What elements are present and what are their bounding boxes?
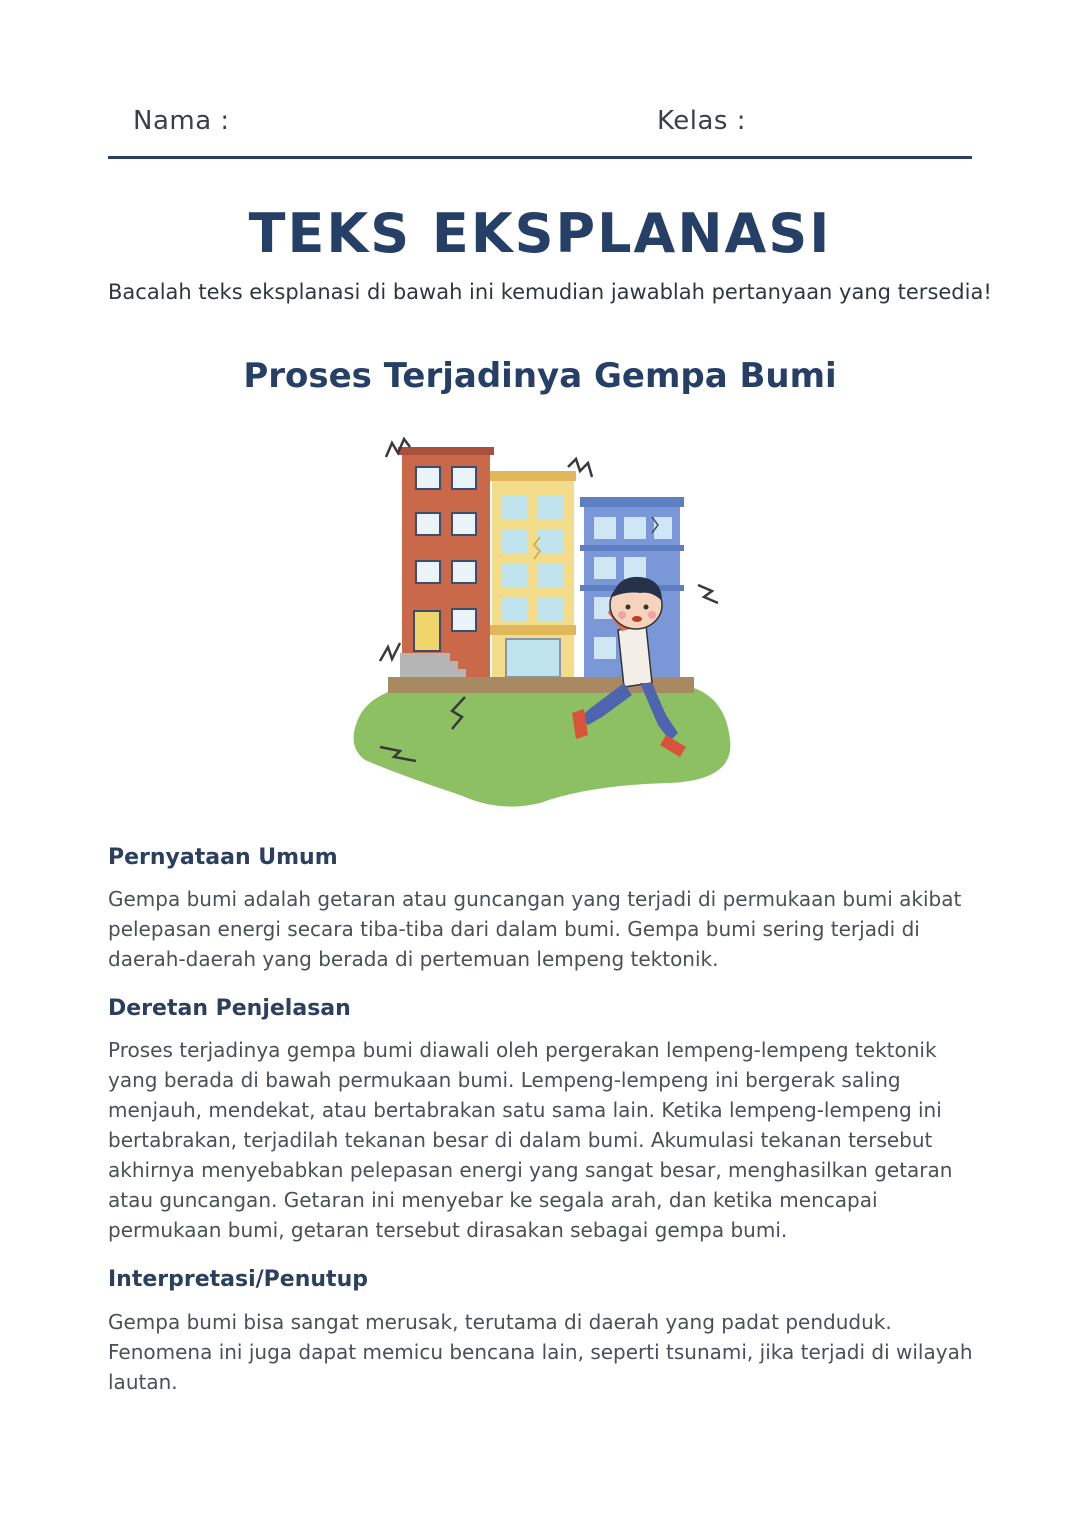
yellow-building [490, 471, 576, 677]
red-building [398, 447, 494, 677]
text-line: yang berada di bawah permukaan bumi. Lempeng-lempeng ini bergerak saling [108, 1068, 901, 1092]
text-line: daerah-daerah yang berada di pertemuan lempeng tektonik. [108, 947, 719, 971]
article-title: Proses Terjadinya Gempa Bumi [243, 356, 837, 396]
section-heading-pernyataan-umum: Pernyataan Umum [108, 845, 338, 870]
text-line: pelepasan energi secara tiba-tiba dari dalam bumi. Gempa bumi sering terjadi di [108, 917, 920, 941]
instruction-text: Bacalah teks eksplanasi di bawah ini kemudian jawablah pertanyaan yang tersedia! [108, 280, 992, 304]
student-info-row [133, 106, 833, 146]
text-line: Gempa bumi adalah getaran atau guncangan yang terjadi di permukaan bumi akibat [108, 887, 962, 911]
nama-label: Nama : [133, 106, 230, 136]
earthquake-illustration [340, 425, 740, 815]
text-line: atau guncangan. Getaran ini menyebar ke segala arah, dan ketika mencapai [108, 1188, 878, 1212]
section-heading-deretan-penjelasan: Deretan Penjelasan [108, 996, 351, 1021]
text-line: Fenomena ini juga dapat memicu bencana lain, seperti tsunami, jika terjadi di wilayah [108, 1340, 973, 1364]
text-line: bertabrakan, terjadilah tekanan besar di dalam bumi. Akumulasi tekanan tersebut [108, 1128, 933, 1152]
header-divider [108, 156, 972, 159]
text-line: Proses terjadinya gempa bumi diawali oleh pergerakan lempeng-lempeng tektonik [108, 1038, 937, 1062]
section-text-pernyataan-umum [108, 884, 978, 974]
section-heading-interpretasi: Interpretasi/Penutup [108, 1267, 368, 1292]
section-text-deretan-penjelasan [108, 1035, 978, 1245]
text-line: permukaan bumi, getaran tersebut dirasakan sebagai gempa bumi. [108, 1218, 788, 1242]
text-line: lautan. [108, 1370, 178, 1394]
section-text-interpretasi [108, 1307, 978, 1397]
text-line: akhirnya menyebabkan pelepasan energi yang sangat besar, menghasilkan getaran [108, 1158, 953, 1182]
text-line: Gempa bumi bisa sangat merusak, terutama di daerah yang padat penduduk. [108, 1310, 892, 1334]
kelas-label: Kelas : [657, 106, 746, 136]
text-line: menjauh, mendekat, atau bertabrakan satu sama lain. Ketika lempeng-lempeng ini [108, 1098, 942, 1122]
page-title: TEKS EKSPLANASI [248, 202, 832, 265]
